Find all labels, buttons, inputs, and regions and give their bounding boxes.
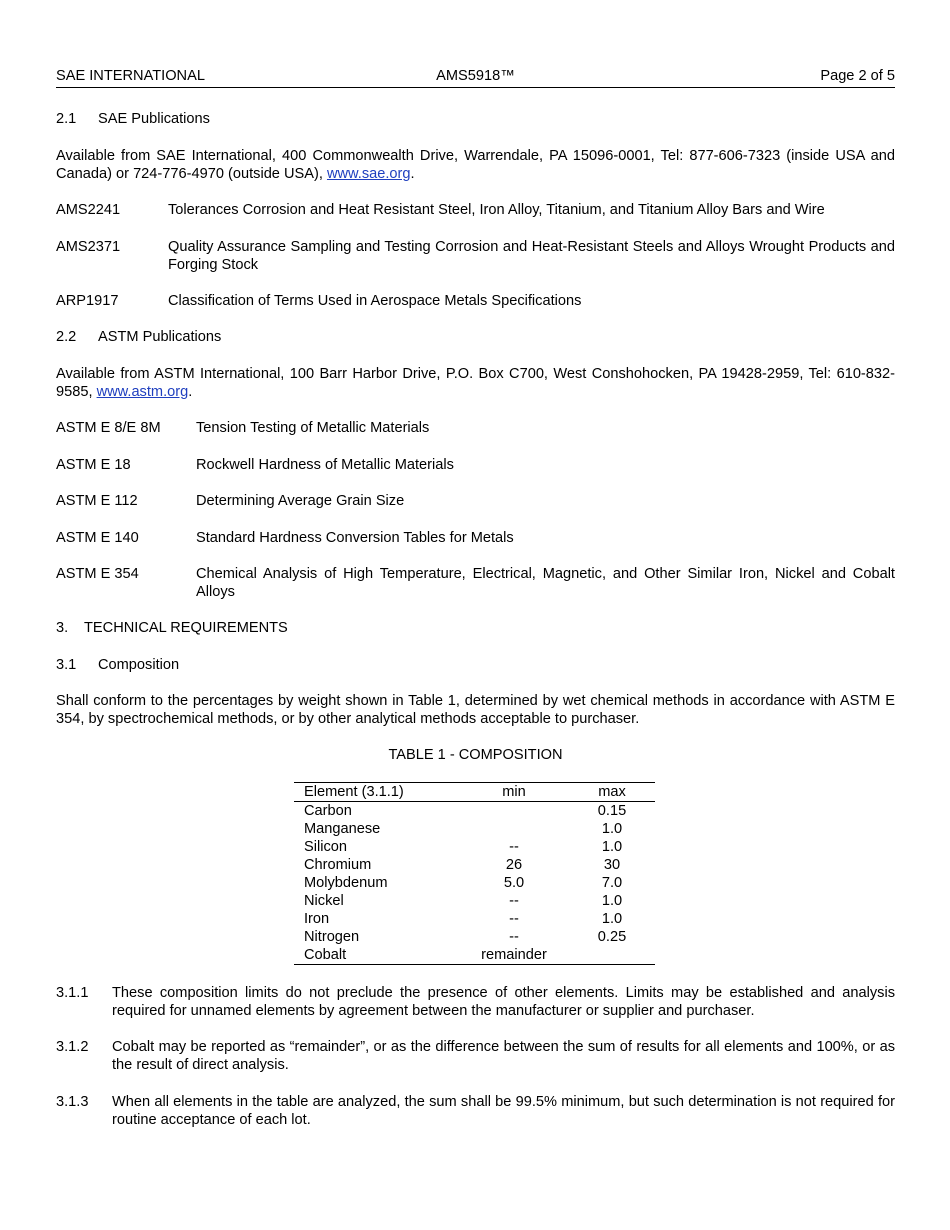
composition-paragraph: Shall conform to the percentages by weight shown in Table 1, determined by wet chemical methods in accordance with ASTM E 354, by spectrochemical methods, or by other analytical methods acceptable to purchaser. — [56, 693, 895, 727]
reference-item: ASTM E 18 Rockwell Hardness of Metallic Materials — [56, 457, 454, 473]
column-header-min: min — [459, 783, 569, 802]
reference-item: AMS2241 Tolerances Corrosion and Heat Resistant Steel, Iron Alloy, Titanium, and Titanium Alloy Bars and Wire — [56, 202, 825, 218]
sae-website-link[interactable]: www.sae.org — [326, 166, 411, 182]
reference-item: ASTM E 112 Determining Average Grain Size — [56, 493, 405, 509]
header-doc-number: AMS5918™ — [436, 68, 515, 84]
sae-availability-paragraph: Available from SAE International, 400 Commonwealth Drive, Warrendale, PA 15096-0001, Tel: 877-606-7323 (inside USA and Canada) or 724-776-4970 (outside USA), www.sae.org. — [56, 148, 895, 182]
subsection-3-1-1: 3.1.1 These composition limits do not preclude the presence of other elements. Limits may be established and analysis required for unnamed elements by agreement between the manufacturer or supplier and purchaser. — [56, 985, 895, 1019]
subsection-3-1-2: 3.1.2 Cobalt may be reported as “remainder”, or as the difference between the sum of results for all elements and 100%, or as the result of direct analysis. — [56, 1039, 895, 1073]
table-row: Chromium 26 30 — [304, 857, 621, 873]
section-3-title: 3. TECHNICAL REQUIREMENTS — [56, 620, 288, 636]
table-header-row — [294, 783, 655, 802]
table-caption: TABLE 1 - COMPOSITION — [388, 747, 563, 763]
table-row: Silicon -- 1.0 — [304, 839, 623, 855]
table-row: Molybdenum 5.0 7.0 — [304, 875, 623, 891]
astm-availability-paragraph: Available from ASTM International, 100 Barr Harbor Drive, P.O. Box C700, West Conshohocken, PA 19428-2959, Tel: 610-832-9585, www.astm.org. — [56, 366, 895, 400]
table-row: Iron -- 1.0 — [304, 911, 623, 927]
page-header — [56, 66, 895, 88]
reference-item: ASTM E 354 Chemical Analysis of High Temperature, Electrical, Magnetic, and Other Similar Iron, Nickel and Cobalt Alloys — [56, 566, 895, 600]
table-row: Cobalt remainder — [294, 946, 655, 965]
table-row: Nitrogen -- 0.25 — [304, 929, 627, 945]
reference-item: ARP1917 Classification of Terms Used in Aerospace Metals Specifications — [56, 293, 582, 309]
composition-table — [294, 782, 655, 965]
header-org: SAE INTERNATIONAL — [56, 68, 205, 84]
subsection-3-1-3: 3.1.3 When all elements in the table are analyzed, the sum shall be 99.5% minimum, but such determination is not required for routine acceptance of each lot. — [56, 1094, 895, 1128]
reference-item: ASTM E 140 Standard Hardness Conversion Tables for Metals — [56, 530, 514, 546]
table-row: Carbon 0.15 — [304, 803, 627, 819]
section-2-2-title: 2.2 ASTM Publications — [56, 329, 222, 345]
section-2-1-title: 2.1 SAE Publications — [56, 111, 210, 127]
section-3-1-title: 3.1 Composition — [56, 657, 180, 673]
reference-item: AMS2371 Quality Assurance Sampling and Testing Corrosion and Heat-Resistant Steels and Alloys Wrought Products and Forging Stock — [56, 239, 895, 273]
table-row: Manganese 1.0 — [304, 821, 623, 837]
reference-item: ASTM E 8/E 8M Tension Testing of Metallic Materials — [56, 420, 430, 436]
column-header-element: Element (3.1.1) — [294, 783, 459, 802]
astm-website-link[interactable]: www.astm.org — [96, 384, 189, 400]
table-row: Nickel -- 1.0 — [304, 893, 623, 909]
header-page-number: Page 2 of 5 — [820, 68, 895, 84]
column-header-max: max — [569, 783, 655, 802]
